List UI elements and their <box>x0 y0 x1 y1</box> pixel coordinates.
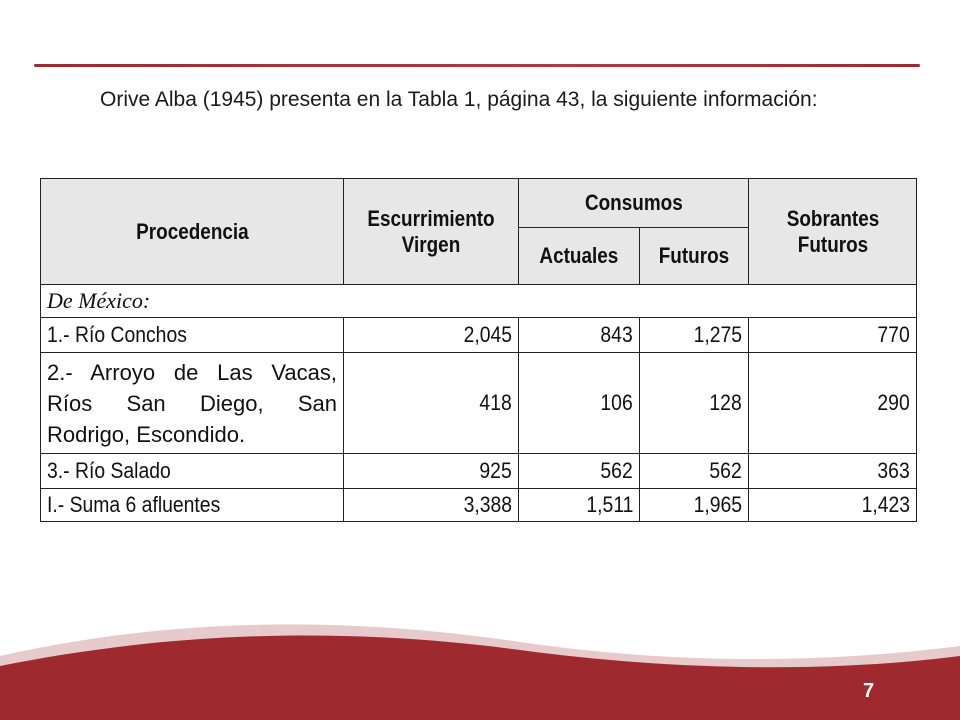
row-sobrantes: 290 <box>749 353 917 454</box>
page-number: 7 <box>863 680 875 702</box>
total-futuros: 1,965 <box>640 489 749 522</box>
row-escurrimiento: 418 <box>344 353 519 454</box>
row-escurrimiento: 925 <box>344 454 519 489</box>
table-row <box>41 353 917 454</box>
row-actuales: 562 <box>519 454 640 489</box>
header-actuales: Actuales <box>519 228 640 285</box>
table-row <box>41 454 917 489</box>
header-consumos: Consumos <box>519 179 749 228</box>
intro-paragraph: Orive Alba (1945) presenta en la Tabla 1, página 43, la siguiente información: <box>100 88 818 111</box>
row-futuros: 128 <box>640 353 749 454</box>
data-table-container <box>40 178 916 522</box>
total-actuales: 1,511 <box>519 489 640 522</box>
top-divider-line <box>34 64 920 67</box>
row-sobrantes: 770 <box>749 318 917 353</box>
row-escurrimiento: 2,045 <box>344 318 519 353</box>
section-label-mexico: De México: <box>41 285 917 318</box>
header-procedencia: Procedencia <box>41 179 344 285</box>
total-escurrimiento: 3,388 <box>344 489 519 522</box>
total-row <box>41 489 917 522</box>
row-name: 2.- Arroyo de Las Vacas, Ríos San Diego, San Rodrigo, Escondido. <box>41 353 344 454</box>
row-actuales: 843 <box>519 318 640 353</box>
row-futuros: 1,275 <box>640 318 749 353</box>
header-escurrimiento-virgen: Escurrimiento Virgen <box>344 179 519 285</box>
row-name: 1.- Río Conchos <box>41 318 344 353</box>
header-sobrantes-futuros: Sobrantes Futuros <box>749 179 917 285</box>
row-sobrantes: 363 <box>749 454 917 489</box>
row-actuales: 106 <box>519 353 640 454</box>
table-row <box>41 318 917 353</box>
water-balance-table <box>40 178 917 522</box>
footer-wave-decoration <box>0 620 960 720</box>
row-name: 3.- Río Salado <box>41 454 344 489</box>
total-name: I.- Suma 6 afluentes <box>41 489 344 522</box>
header-futuros: Futuros <box>640 228 749 285</box>
total-sobrantes: 1,423 <box>749 489 917 522</box>
row-futuros: 562 <box>640 454 749 489</box>
